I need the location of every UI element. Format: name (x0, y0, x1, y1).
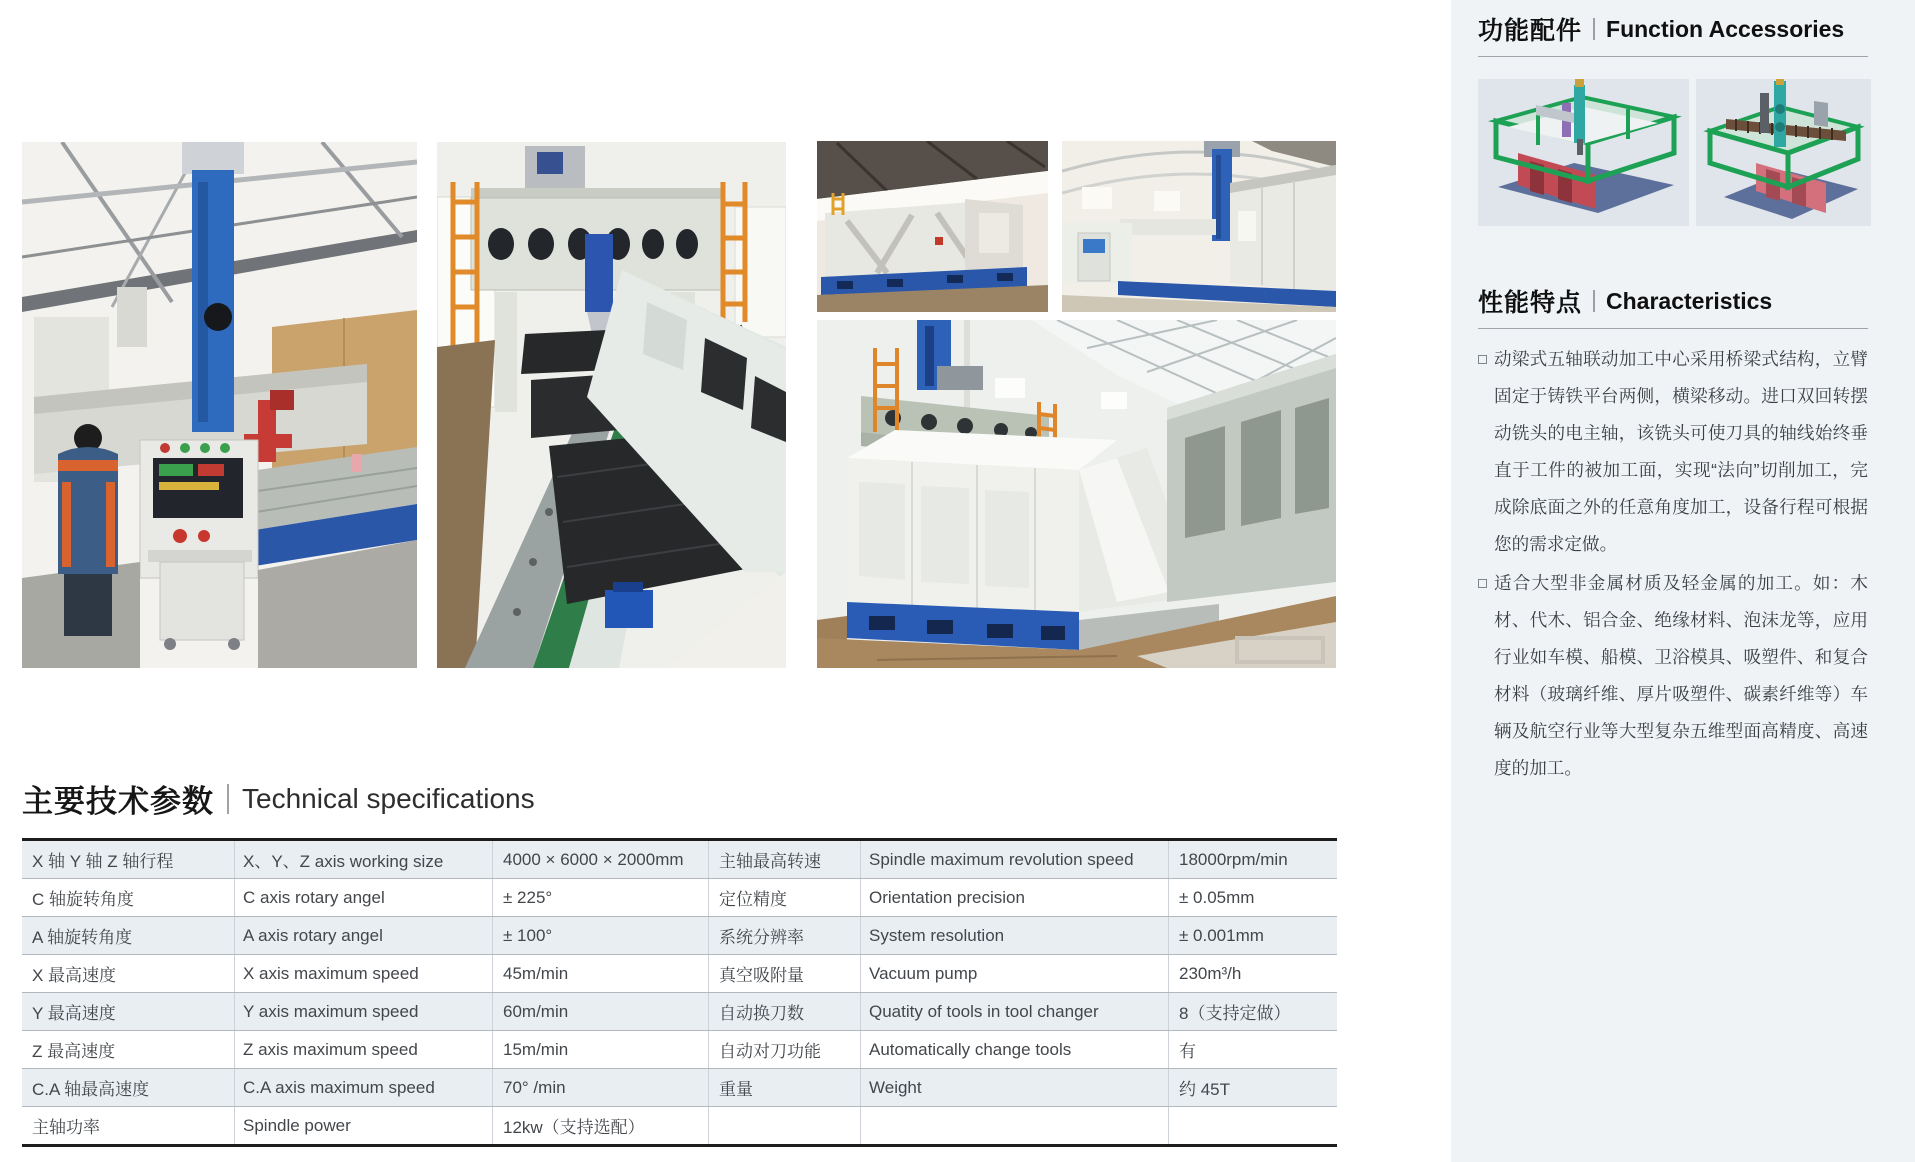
spec-label-cn: C.A 轴最高速度 (32, 1080, 150, 1099)
spec-value: 60m/min (492, 993, 708, 1030)
spec-label-cn: C 轴旋转角度 (32, 890, 134, 909)
characteristics-title-en: Characteristics (1606, 287, 1773, 314)
spec-label-en: Y axis maximum speed (234, 993, 492, 1030)
spec-label-cn: X 轴 Y 轴 Z 轴行程 (32, 852, 174, 871)
spec-label-cn: Z 最高速度 (32, 1042, 116, 1061)
spec-label-cn: 系统分辨率 (708, 917, 860, 954)
spec-value: ± 225° (492, 879, 708, 916)
spec-value: ± 0.001mm (1168, 917, 1337, 954)
spec-label-en: Vacuum pump (860, 955, 1168, 992)
divider-line (1478, 56, 1868, 57)
spec-row (22, 1106, 1337, 1144)
sidebar (1451, 0, 1915, 1162)
product-photo-large-enclosure (817, 320, 1336, 668)
spec-label-cn: 定位精度 (708, 879, 860, 916)
function-accessories-header (1478, 12, 1868, 46)
product-photo-truss-frame (817, 141, 1048, 312)
spec-label-cn: 主轴最高转速 (708, 841, 860, 878)
spec-row (22, 878, 1337, 916)
header-separator (1593, 18, 1595, 40)
spec-label-en: Spindle power (234, 1107, 492, 1144)
product-photo-gantry-with-operator (22, 142, 417, 668)
spec-value: 4000 × 6000 × 2000mm (492, 841, 708, 878)
spec-value: 约 45T (1168, 1069, 1337, 1106)
spec-value: 15m/min (492, 1031, 708, 1068)
accessory-images (1478, 79, 1868, 226)
spec-row (22, 992, 1337, 1030)
spec-label-en: Z axis maximum speed (234, 1031, 492, 1068)
characteristic-item: 动梁式五轴联动加工中心采用桥梁式结构，立臂固定于铸铁平台两侧，横梁移动。进口双回转摆动铣头的电主轴，该铣头可使刀具的轴线始终垂直于工件的被加工面，实现“法向”切削加工，完成除底面之外的任意角度加工，设备行程可根据您的需求定做。 (1478, 341, 1868, 563)
spec-label-en: X axis maximum speed (234, 955, 492, 992)
spec-label-cn: Y 最高速度 (32, 1004, 116, 1023)
spec-label-en: Spindle maximum revolution speed (860, 841, 1168, 878)
spec-label-en: C.A axis maximum speed (234, 1069, 492, 1106)
spec-row (22, 916, 1337, 954)
spec-value: ± 100° (492, 917, 708, 954)
characteristics-title-cn: 性能特点 (1478, 289, 1583, 317)
spec-value: 18000rpm/min (1168, 841, 1337, 878)
characteristics-list (1478, 341, 1868, 787)
spec-value: 70° /min (492, 1069, 708, 1106)
spec-value (1168, 1107, 1337, 1144)
spec-label-cn: 重量 (708, 1069, 860, 1106)
spec-label-cn (708, 1107, 860, 1144)
function-accessories-title-en: Function Accessories (1606, 15, 1845, 42)
spec-label-cn: 自动换刀数 (708, 993, 860, 1030)
spec-value: 230m³/h (1168, 955, 1337, 992)
tech-specs-title-en: Technical specifications (242, 782, 535, 814)
spec-row (22, 841, 1337, 878)
spec-value: ± 0.05mm (1168, 879, 1337, 916)
spec-row (22, 1068, 1337, 1106)
spec-label-en: System resolution (860, 917, 1168, 954)
spec-label-en: Orientation precision (860, 879, 1168, 916)
spec-label-cn: 真空吸附量 (708, 955, 860, 992)
divider-line (1478, 328, 1868, 329)
spec-row (22, 954, 1337, 992)
spec-label-en (860, 1107, 1168, 1144)
product-photo-gantry-beam-table (437, 142, 786, 668)
spec-value: 45m/min (492, 955, 708, 992)
spec-label-cn: X 最高速度 (32, 966, 117, 985)
header-separator (1593, 290, 1595, 312)
cad-render-2 (1696, 79, 1871, 226)
tech-specs-header (22, 776, 535, 821)
spec-label-en: Automatically change tools (860, 1031, 1168, 1068)
spec-label-en: Weight (860, 1069, 1168, 1106)
header-separator (227, 784, 229, 814)
spec-label-en: C axis rotary angel (234, 879, 492, 916)
spec-label-cn: A 轴旋转角度 (32, 928, 133, 947)
spec-label-cn: 自动对刀功能 (708, 1031, 860, 1068)
product-photo-enclosure-column (1062, 141, 1336, 312)
spec-value: 8（支持定做） (1168, 993, 1337, 1030)
spec-table (22, 838, 1337, 1147)
function-accessories-title-cn: 功能配件 (1478, 17, 1583, 45)
spec-label-en: Quatity of tools in tool changer (860, 993, 1168, 1030)
tech-specs-title-cn: 主要技术参数 (22, 784, 214, 819)
spec-label-en: A axis rotary angel (234, 917, 492, 954)
cad-render-1 (1478, 79, 1689, 226)
spec-row (22, 1030, 1337, 1068)
spec-value: 有 (1168, 1031, 1337, 1068)
characteristics-header (1478, 284, 1868, 318)
spec-label-en: X、Y、Z axis working size (234, 841, 492, 878)
characteristic-item: 适合大型非金属材质及轻金属的加工。如：木材、代木、铝合金、绝缘材料、泡沫龙等，应用行业如车模、船模、卫浴模具、吸塑件、和复合材料（玻璃纤维、厚片吸塑件、碳素纤维等）车辆及航空行业等大型复杂五维型面高精度、高速度的加工。 (1478, 565, 1868, 787)
spec-label-cn: 主轴功率 (32, 1118, 100, 1137)
spec-value: 12kw（支持选配） (492, 1107, 708, 1144)
